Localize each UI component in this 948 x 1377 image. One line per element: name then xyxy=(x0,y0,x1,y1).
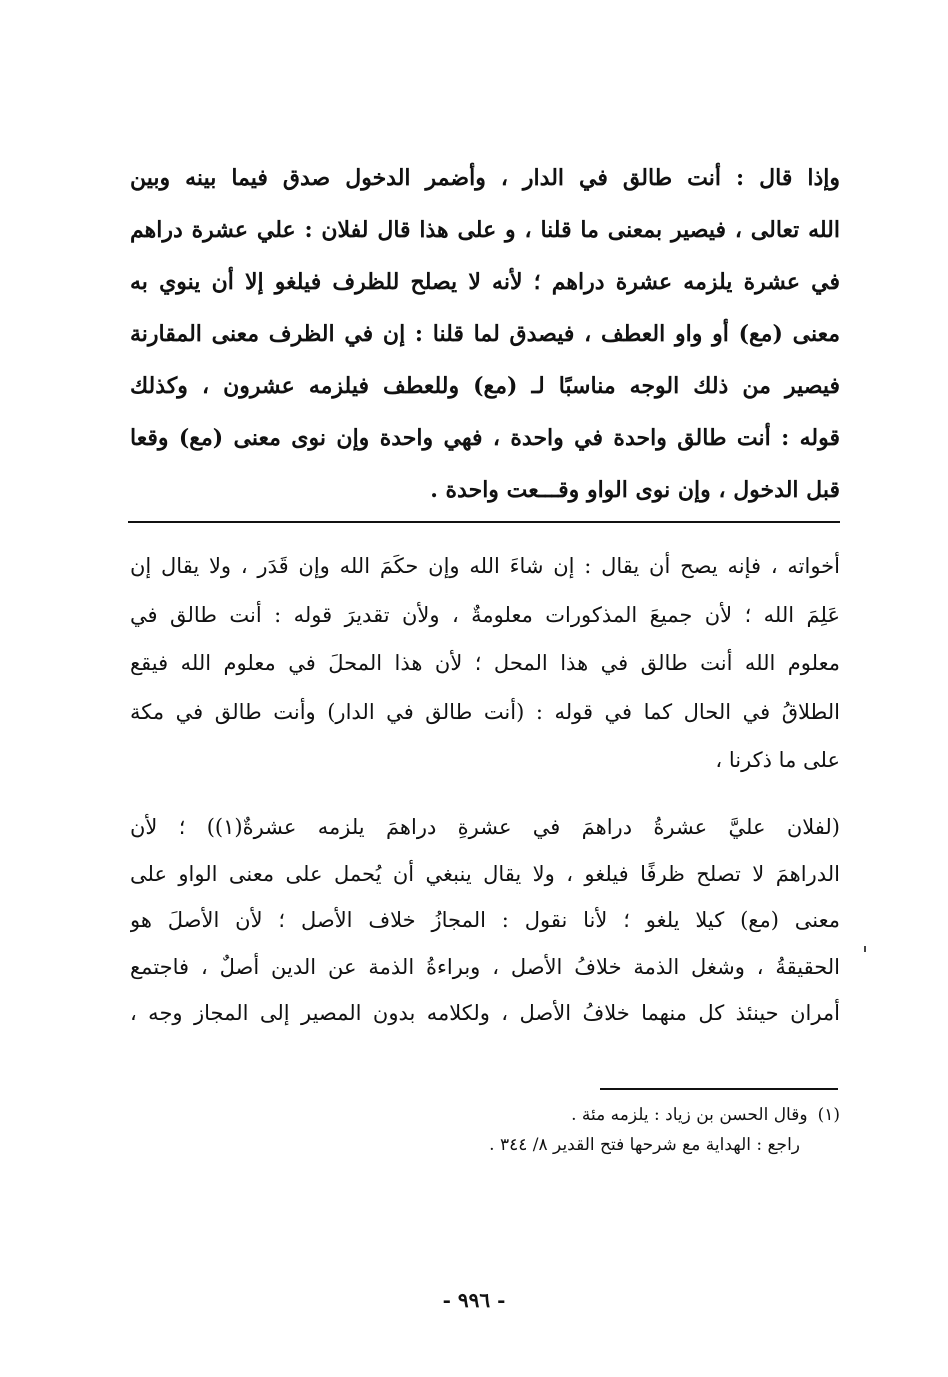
commentary-line: معنى (مع) كيلا يلغو ؛ لأنا نقول : المجازُ خلاف الأصل ؛ لأن الأصلَ هو xyxy=(130,908,840,932)
matn-paragraph xyxy=(130,152,840,516)
commentary-line: عَلِمَ الله ؛ لأن جميعَ المذكورات معلومةٌ ، ولأن تقديرَ قوله : أنت طالق في xyxy=(130,602,840,627)
commentary-paragraph-1 xyxy=(130,542,840,785)
commentary-line: الدراهمَ لا تصلح ظرفًا فيلغو ، ولا يقال ينبغي أن يُحمل على معنى الواو على xyxy=(130,861,840,886)
commentary-line: الطلاقُ في الحال كما في قوله : (أنت طالق في الدار) وأنت طالق في مكة xyxy=(130,699,840,724)
commentary-line: أخواته ، فإنه يصح أن يقال : إن شاءَ الله وإن حكَمَ الله وإن قَدَر ، ولا يقال إن xyxy=(130,554,840,578)
matn-line: الله تعالى ، فيصير بمعنى ما قلنا ، و على هذا قال لفلان : علي عشرة دراهم xyxy=(130,217,840,243)
stray-mark xyxy=(864,946,866,952)
page-number: - ٩٩٦ - xyxy=(442,1288,506,1312)
footnote-separator-rule xyxy=(600,1088,838,1090)
matn-line: في عشرة يلزمه عشرة دراهم ؛ لأنه لا يصلح للظرف فيلغو إلا أن ينوي به xyxy=(130,269,840,295)
footnote-number: (١) xyxy=(817,1105,840,1125)
matn-line: قبل الدخول ، وإن نوى الواو وقـــعت واحدة . xyxy=(430,477,840,503)
commentary-line: الحقيقةُ ، وشغل الذمة خلافُ الأصل ، وبراءةُ الذمة عن الدين أصلٌ ، فاجتمع xyxy=(130,954,840,979)
matn-line: فيصير من ذلك الوجه مناسبًا لـ (مع) وللعطف فيلزمه عشرون ، وكذلك xyxy=(130,373,840,399)
commentary-line: أمران حينئذ كل منهما خلافُ الأصل ، ولكلامه بدون المصير إلى المجاز وجه ، xyxy=(130,1001,840,1025)
footnote-text: وقال الحسن بن زياد : يلزمه مئة . xyxy=(571,1105,808,1125)
matn-separator-rule xyxy=(128,521,840,523)
commentary-paragraph-2 xyxy=(130,804,840,1037)
commentary-line: على ما ذكرنا ، xyxy=(715,748,840,772)
matn-line: وإذا قال : أنت طالق في الدار ، وأضمر الدخول صدق فيما بينه وبين xyxy=(130,165,840,191)
matn-line: قوله : أنت طالق واحدة في واحدة ، فهي واحدة وإن نوى معنى (مع) وقعا xyxy=(130,425,840,451)
footnote-1 xyxy=(300,1100,840,1130)
footnotes xyxy=(300,1100,840,1160)
commentary-line: (لفلان عليَّ عشرةُ دراهمَ في عشرةِ دراهمَ يلزمه عشرةٌ(١)) ؛ لأن xyxy=(130,815,840,839)
commentary-line: معلوم الله أنت طالق في هذا المحل ؛ لأن هذا المحلَ في معلوم الله فيقع xyxy=(130,651,840,675)
footnote-1-reference: راجع : الهداية مع شرحها فتح القدير ٨/ ٣٤٤ . xyxy=(489,1135,800,1155)
matn-line: معنى (مع) أو واو العطف ، فيصدق لما قلنا : إن في الظرف معنى المقارنة xyxy=(130,321,840,347)
